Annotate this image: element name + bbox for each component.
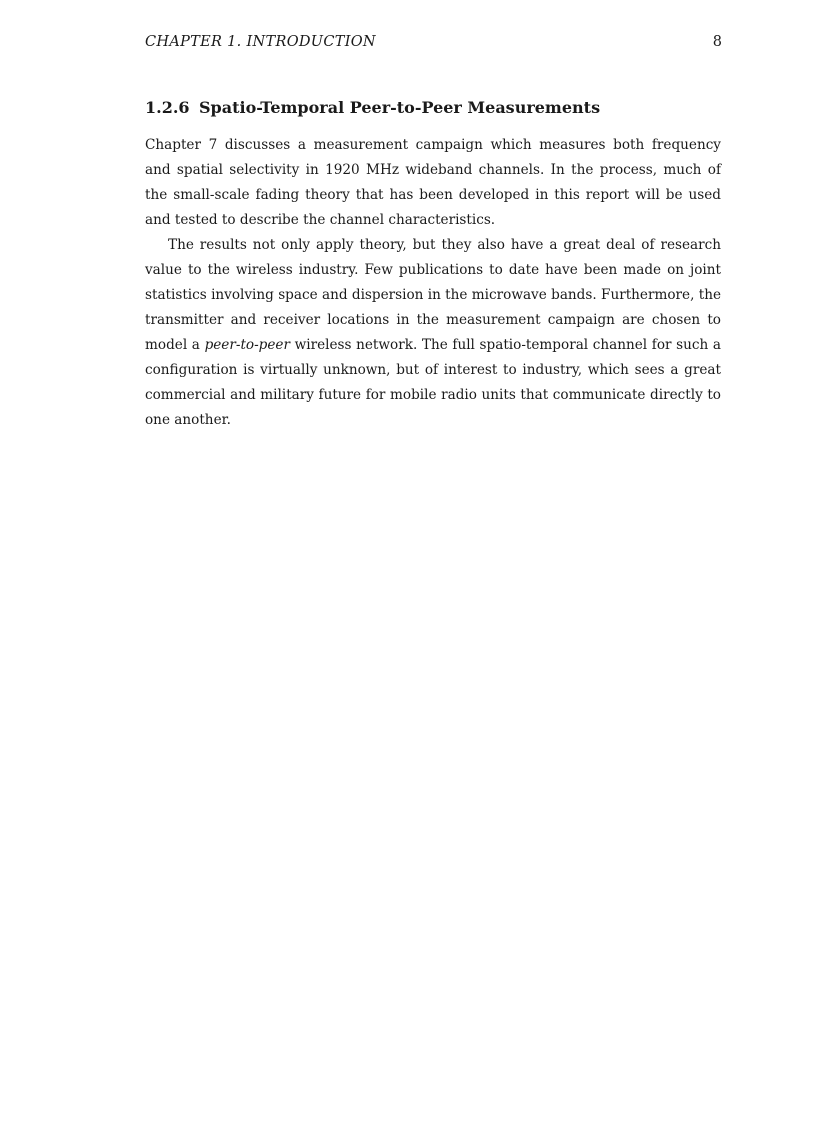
paragraph-2-text-after: wireless network. The full spatio-temporal channel for such a configuration is virtually unknown, but of interest to industry, which sees a great commercial and military future for mobile radio units that communicate directly to one another.: [145, 337, 721, 428]
running-header: [145, 34, 722, 54]
section-number: 1.2.6: [145, 98, 190, 117]
paragraph-1: Chapter 7 discusses a measurement campaign which measures both frequency and spatial selectivity in 1920 MHz wideband channels. In the process, much of the small-scale fading theory that has been developed in this report will be used and tested to describe the channel characteristics.: [145, 137, 721, 228]
running-title: CHAPTER 1. INTRODUCTION: [145, 34, 376, 50]
paragraph-2-text-before: The results not only apply theory, but they also have a great deal of research value to the wireless industry. Few publications to date have been made on joint statistics involving space and dispersion in the microwave bands. Furthermore, the transmitter and receiver locations in the measurement campaign are chosen to model a: [145, 237, 721, 353]
section-title: Spatio-Temporal Peer-to-Peer Measurements: [199, 98, 601, 117]
page-number: 8: [712, 34, 722, 50]
paragraph-2-emphasis: peer-to-peer: [204, 337, 290, 353]
section-heading: [145, 98, 722, 117]
paragraph-2: [145, 233, 721, 433]
body-text: [145, 133, 721, 433]
